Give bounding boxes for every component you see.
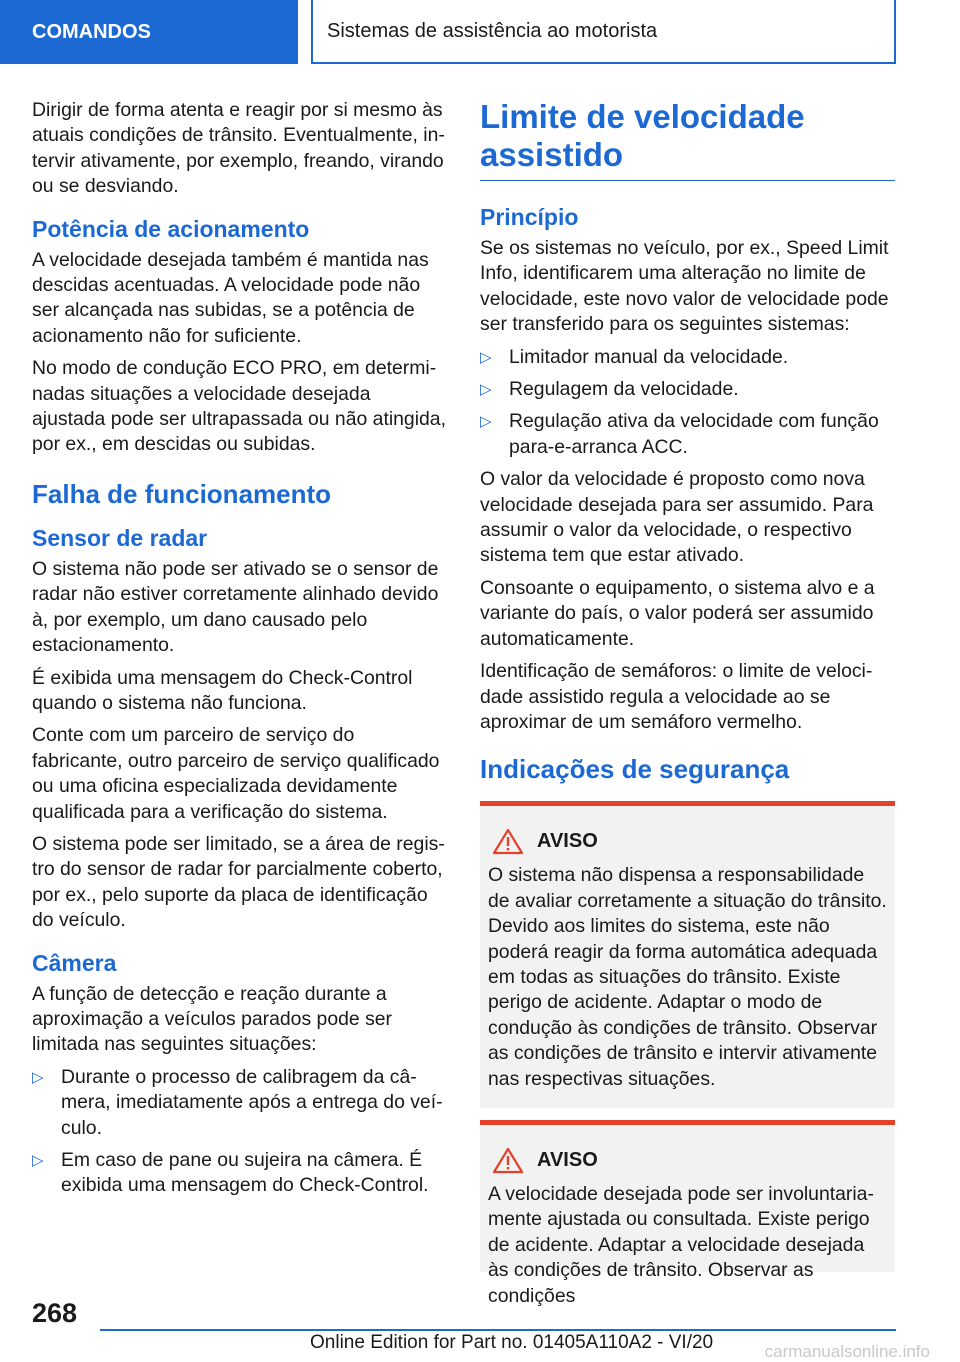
warning-box [480,1120,895,1307]
list-item: ▷ Regulação ativa da velocidade com função para-e-arranca ACC. [480,410,879,458]
warning-label: AVISO [537,1148,598,1171]
warning-header [488,828,887,855]
warning-label: AVISO [537,830,598,853]
camera-list [32,1065,448,1199]
heading-camera: Câmera [32,949,117,976]
radar-paragraph-3: Conte com um parceiro de serviço do fabricante, outro parceiro de serviço qualificado ou uma oficina especializada devidamente qualificada para a verificação do sistema. [32,724,440,823]
warning-header [488,1147,887,1174]
principio-paragraph-4: Identificação de semáforos: o limite de velocidade assistido regula a velocidade ao se aproximar de um semáforo vermelho. [480,660,873,733]
warning-text: A velocidade desejada pode ser involuntariamente ajustada ou consultada. Existe perigo de acidente. Adaptar a velocidade desejada às condições de trânsito. Observar as condições [488,1182,874,1307]
triangle-bullet-icon: ▷ [32,1152,44,1169]
left-column [32,98,448,1206]
heading-radar: Sensor de radar [32,524,208,551]
heading-seguranca: Indicações de segurança [480,754,790,785]
intro-paragraph: Dirigir de forma atenta e reagir por si mesmo às atuais condições de trânsito. Eventualmente, intervir ativamente, por exemplo, freando, virando ou se desviando. [32,99,445,198]
camera-paragraph-1: A função de detecção e reação durante a aproximação a veículos parados pode ser limitada nas seguintes situações: [32,982,393,1056]
principio-paragraph-3: Consoante o equipamento, o sistema alvo e a variante do país, o valor poderá ser assumido automaticamente. [480,576,875,650]
radar-paragraph-1: O sistema não pode ser ativado se o sensor de radar não estiver corretamente alinhado devido à, por exemplo, um dano causado pelo estacionamento. [32,557,439,657]
heading-limite: Limite de velocidade assistido [480,98,895,181]
list-item: ▷ Em caso de pane ou sujeira na câmera. É exibida uma mensagem do Check-Control. [32,1149,429,1197]
right-column [480,98,895,1307]
heading-principio: Princípio [480,204,579,230]
triangle-bullet-icon: ▷ [480,413,492,431]
radar-paragraph-2: É exibida uma mensagem do Check-Control quando o sistema não funciona. [32,666,413,714]
list-item: ▷ Durante o processo de calibragem da câmera, imediatamente após a entrega do veículo. [32,1065,443,1139]
heading-potencia: Potência de acionamento [32,215,310,242]
page-number: 268 [32,1298,78,1328]
potencia-paragraph-2: No modo de condução ECO PRO, em determinadas situações a velocidade desejada ajustada pode ser ultrapassada ou não atingida, por ex., em descidas ou subidas. [32,357,446,456]
warning-triangle-icon [492,1147,524,1174]
potencia-paragraph-1: A velocidade desejada também é mantida nas descidas acentuadas. A velocidade pode não ser alcançada nas subidas, se a potência de acionamento não for suficiente. [32,248,429,347]
warning-text: O sistema não dispensa a responsabilidade de avaliar corretamente a situação do trânsito. Devido aos limites do sistema, este não poderá reagir da forma automática adequada em todas as situações do trânsito. Existe perigo de acidente. Adaptar o modo de condução às condições de trânsito. Observar as condições de trânsito e intervir ativamente nas respectivas situações. [488,864,887,1090]
warning-box [480,801,895,1108]
edition-note: Online Edition for Part no. 01405A110A2 - VI/20 [310,1332,714,1353]
section-tab[interactable]: COMANDOS [0,0,298,64]
principio-paragraph-2: O valor da velocidade é proposto como nova velocidade desejada para ser assumido. Para assumir o valor da velocidade, o respectivo sistema tem que estar ativado. [480,468,874,567]
warning-triangle-icon [492,828,524,855]
chapter-title: Sistemas de assistência ao motorista [311,0,896,64]
page-header [0,0,960,66]
triangle-bullet-icon: ▷ [480,381,492,399]
triangle-bullet-icon: ▷ [32,1068,44,1086]
watermark: carmanualsonline.info [764,1342,930,1361]
triangle-bullet-icon: ▷ [480,348,492,366]
principio-list [480,345,895,461]
heading-falha: Falha de funcionamento [32,478,332,509]
radar-paragraph-4: O sistema pode ser limitado, se a área de registro do sensor de radar for parcialmente coberto, por ex., pelo suporte da placa de identificação do veículo. [32,832,445,932]
footer-divider [100,1329,896,1331]
principio-paragraph-1: Se os sistemas no veículo, por ex., Speed Limit Info, identificarem uma alteração no limite de velocidade, este novo valor de velocidade pode ser transferido para os seguintes sistemas: [480,237,889,336]
list-item: ▷ Regulagem da velocidade. [480,377,895,402]
list-item: ▷ Limitador manual da velocidade. [480,345,895,370]
